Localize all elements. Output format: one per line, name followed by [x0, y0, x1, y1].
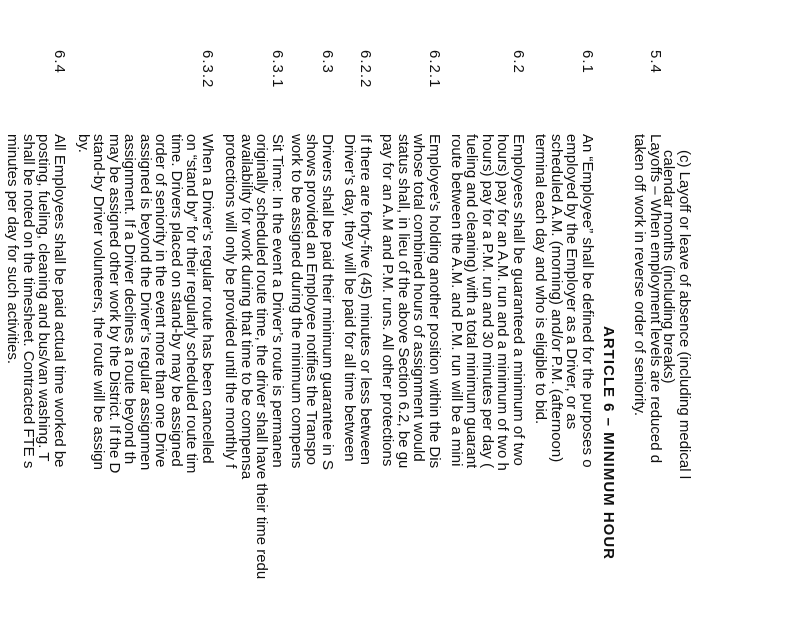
text-line: by. — [75, 134, 92, 153]
text-line: order of seniority in the event more than one Drive — [152, 134, 170, 468]
text-line: Driver’s day, they will be paid for all time between — [341, 134, 359, 462]
text-line: shows provided an Employee notifies the Transpo — [303, 134, 321, 466]
text-line: shall be noted on the timesheet. Contracted FTE s — [20, 134, 37, 469]
section-text — [533, 134, 595, 468]
section-text — [289, 134, 336, 470]
section-number: 6.1 — [579, 50, 596, 74]
text-line: on “stand by” for their regularly scheduled route tim — [183, 134, 201, 474]
section-number: 6.3 — [319, 50, 336, 74]
section-text — [380, 134, 442, 468]
text-line: Employee’s holding another position within the Dis — [426, 134, 443, 469]
text-line: employed by the Employer as a Driver, or as — [563, 134, 581, 430]
section-number: 5.4 — [647, 50, 664, 74]
section-number: 6.4 — [51, 50, 68, 74]
text-line: assigned is beyond the Driver’s regular assignmen — [137, 134, 154, 471]
text-line: Layoffs – When employment levels are reduced d — [647, 134, 664, 464]
text-line: When a Driver’s regular route has been cancelled — [199, 134, 216, 464]
text-line: minutes per day for such activities. — [4, 134, 22, 365]
text-line: Sit Time: In the event a Driver’s route is permanen — [269, 134, 286, 468]
text-line: posting, fueling, cleaning and bus/van washing. T — [35, 134, 53, 462]
text-line: scheduled A.M. (morning) and/or P.M. (afternoon) — [548, 134, 565, 463]
text-line: calendar months (including breaks) — [660, 150, 678, 384]
text-line: hours) pay for a P.M. run and 30 minutes per day ( — [479, 134, 496, 469]
section-text — [632, 134, 663, 463]
text-line: time. Drivers placed on stand-by may be assigned — [168, 134, 185, 467]
text-line: pay for an A.M and P.M. runs. All other protections — [379, 134, 397, 467]
text-line: protections will only be provided until the monthly f — [222, 134, 240, 469]
text-line: taken off work in reverse order of seniority. — [631, 134, 649, 417]
text-line: Employees shall be guaranteed a minimum of two — [510, 134, 527, 466]
text-line: (c) Layoff or leave of absence (including medical l — [676, 150, 693, 480]
section-number: 6.3.2 — [199, 50, 216, 89]
section-text — [5, 134, 67, 468]
text-line: originally scheduled route time, the driver shall have their time redu — [253, 134, 271, 580]
article-heading: ARTICLE 6 – MINIMUM HOUR — [600, 326, 617, 560]
text-line: stand-by Driver volunteers, the route will be assign — [90, 134, 108, 470]
text-line: If there are forty-five (45) minutes or less between — [357, 134, 374, 465]
section-text — [223, 134, 285, 579]
section-number: 6.2.1 — [426, 50, 443, 89]
text-line: An “Employee” shall be defined for the purposes o — [579, 134, 596, 468]
section-text — [342, 134, 373, 465]
text-line: whose total combined hours of assignment would — [410, 134, 428, 462]
text-line: route between the A.M. and P.M. run will be a mini — [448, 134, 465, 467]
text-line: status shall, in lieu of the above Section 6.2, be gu — [395, 134, 412, 469]
text-line: work to be assigned during the minimum compens — [288, 134, 305, 469]
text-line: Drivers shall be paid their minimum guarantee in S — [319, 134, 336, 470]
text-line: assignment. If a Driver declines a route beyond th — [121, 134, 139, 465]
section-number: 6.2.2 — [357, 50, 374, 89]
text-line: All Employees shall be paid actual time worked be — [51, 134, 68, 468]
section-number: 6.2 — [510, 50, 527, 74]
text-line: terminal each day and who is eligible to bid. — [532, 134, 550, 425]
section-text — [449, 134, 527, 471]
text-line: fueling and cleaning) with a total minimum guarant — [463, 134, 481, 469]
section-text — [76, 134, 216, 473]
text-line: availability for work during that time to be compensa — [238, 134, 255, 480]
text-line: may be assigned other work by the District. If the D — [106, 134, 123, 474]
text-line: hours) pay for an A.M. run and a minimum of two h — [494, 134, 512, 471]
section-number: 6.3.1 — [269, 50, 286, 89]
section-text — [661, 150, 692, 479]
